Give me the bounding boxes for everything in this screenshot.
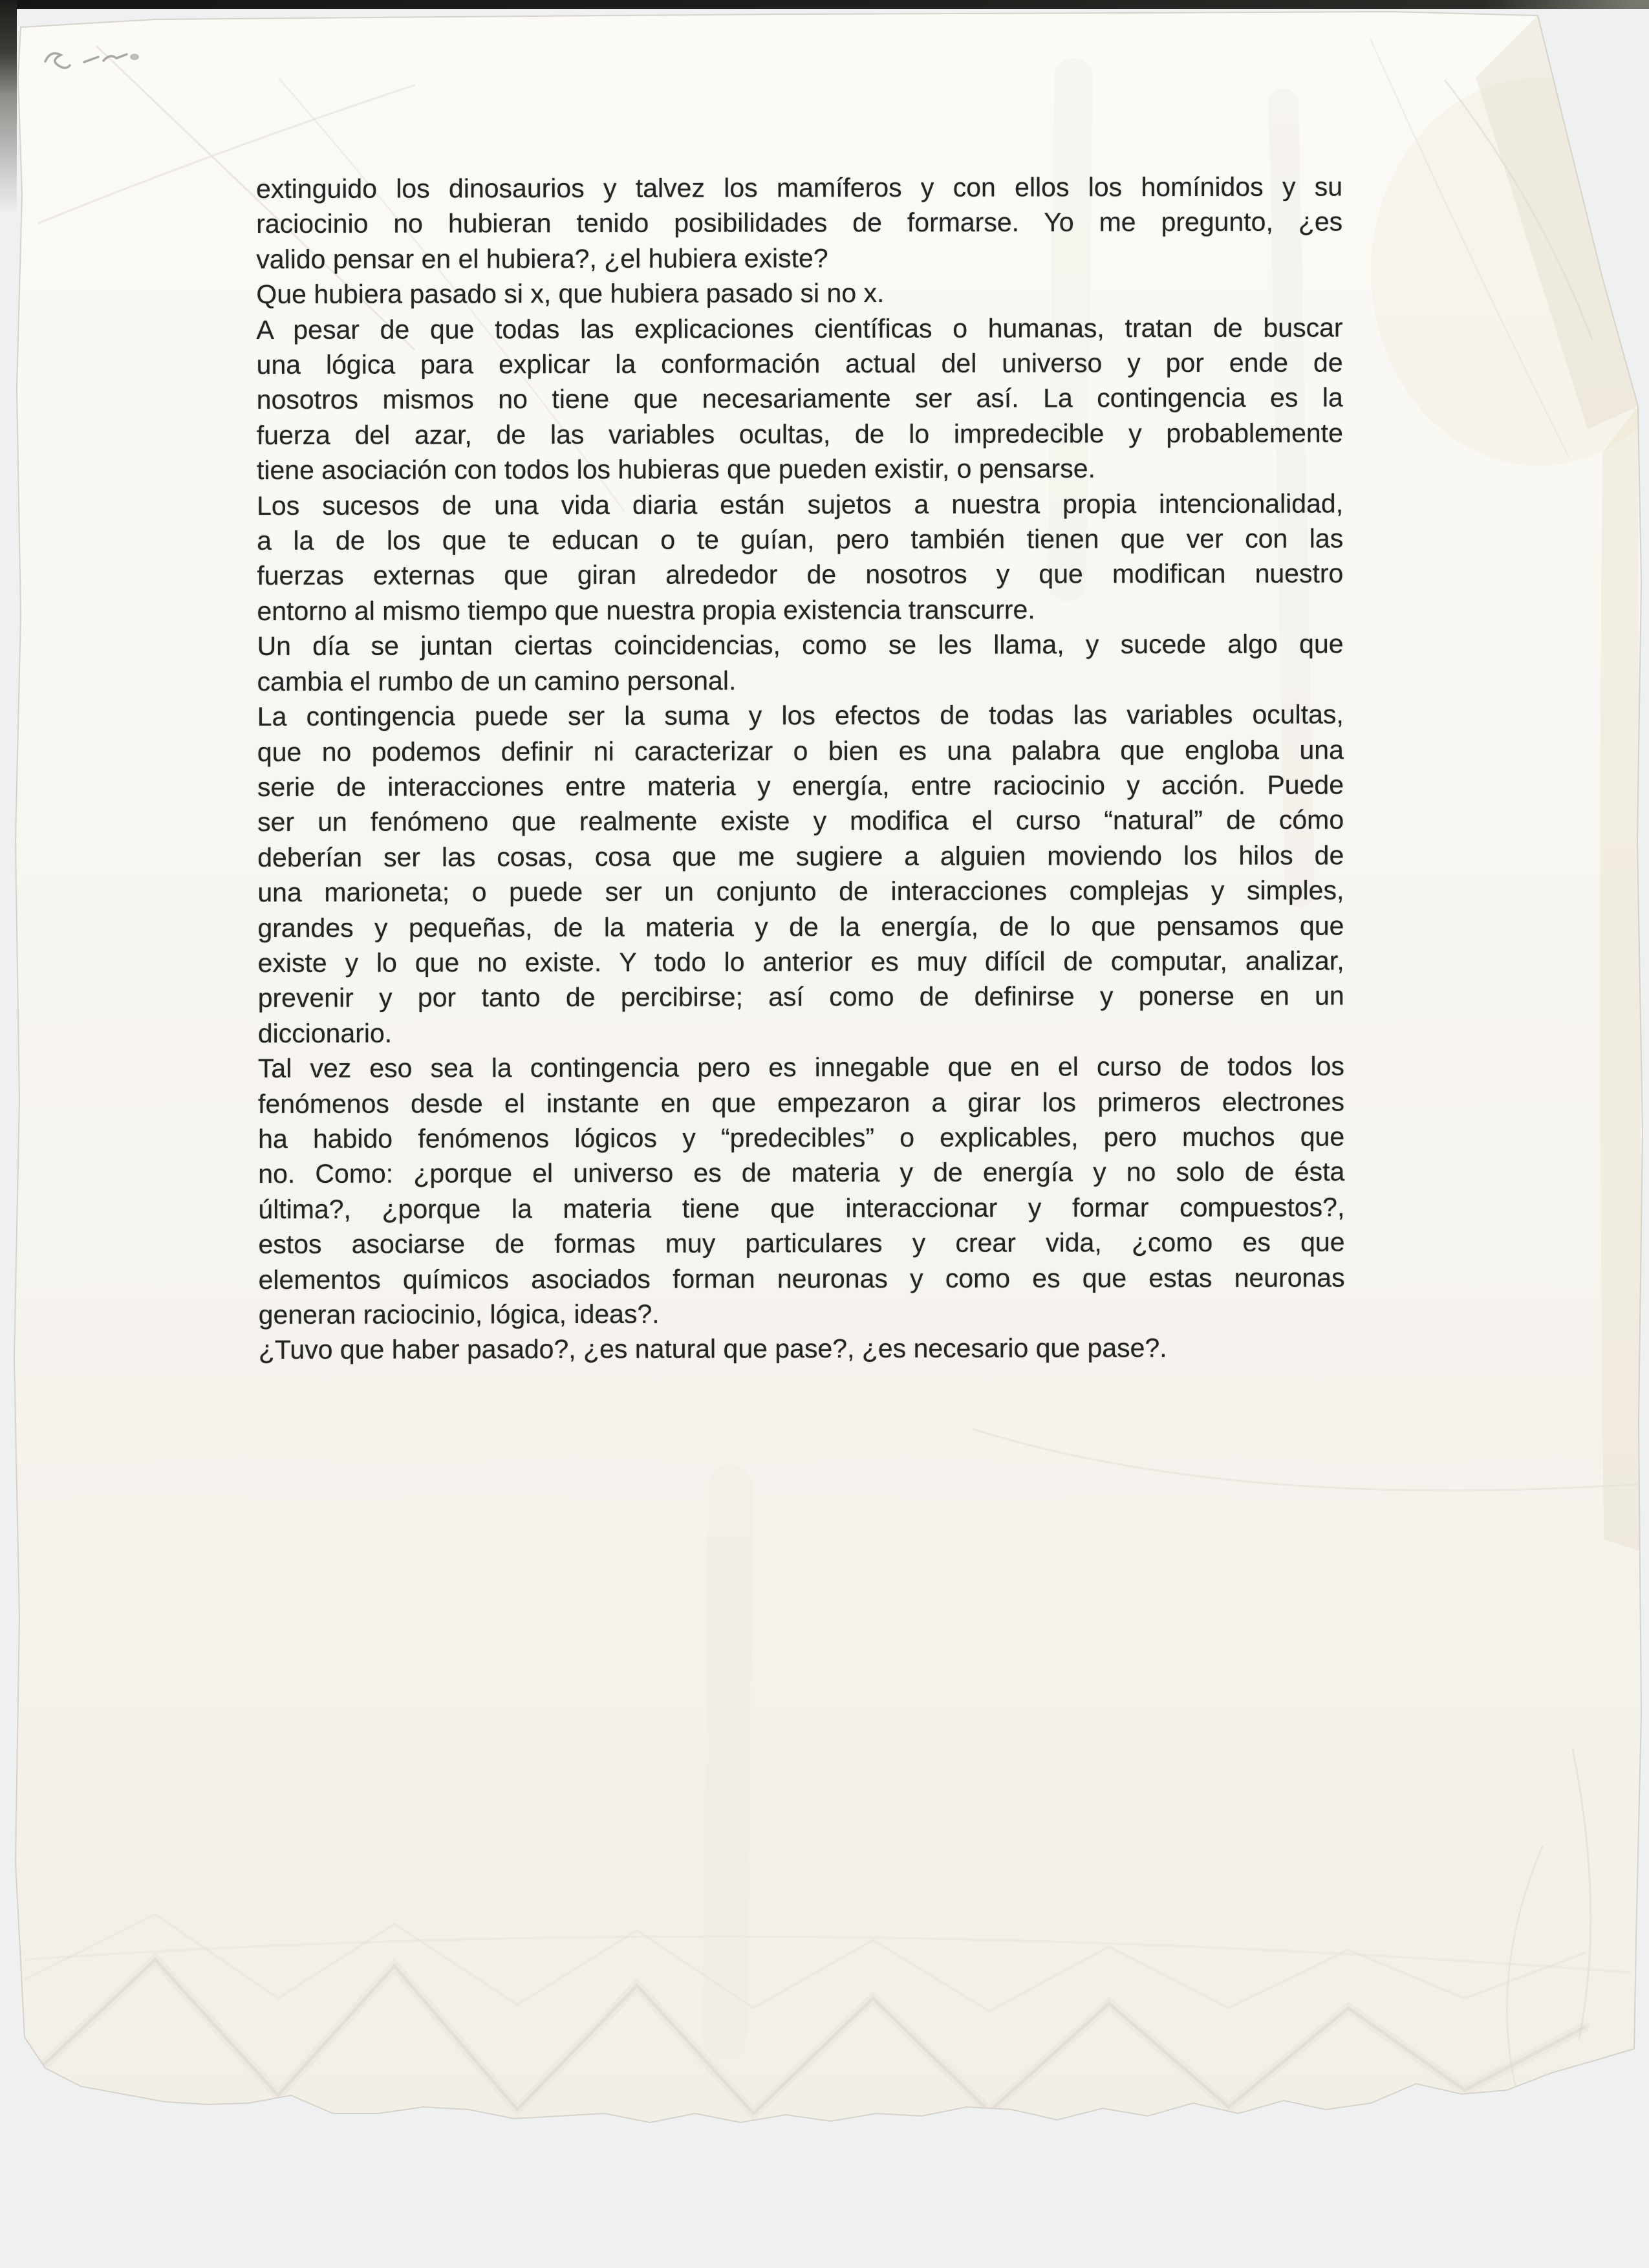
text-line: existe y lo que no existe. Y todo lo anterior es muy difícil de computar, analizar,: [257, 945, 1344, 978]
text-line: una marioneta; o puede ser un conjunto de interacciones complejas y simples,: [257, 875, 1344, 908]
text-line: entorno al mismo tiempo que nuestra propia existencia transcurre.: [257, 594, 1035, 626]
text-line: que no podemos definir ni caracterizar o bien es una palabra que engloba una: [257, 734, 1344, 767]
text-line: una lógica para explicar la conformación actual del universo y por ende de: [256, 347, 1343, 380]
text-line: Los sucesos de una vida diaria están sujetos a nuestra propia intencionalidad,: [257, 488, 1344, 521]
text-line: nosotros mismos no tiene que necesariamente ser así. La contingencia es la: [256, 382, 1343, 415]
text-line: diccionario.: [257, 1018, 393, 1048]
text-line: valido pensar en el hubiera?, ¿el hubiera existe?: [256, 243, 828, 274]
document-text: [256, 169, 1345, 1367]
text-line: cambia el rumbo de un camino personal.: [257, 665, 737, 697]
text-line: Que hubiera pasado si x, que hubiera pasado si no x.: [256, 278, 885, 310]
text-line: estos asociarse de formas muy particulares y crear vida, ¿como es que: [258, 1227, 1345, 1260]
text-line: deberían ser las cosas, cosa que me sugiere a alguien moviendo los hilos de: [257, 840, 1344, 872]
text-line: prevenir y por tanto de percibirse; así como de definirse y ponerse en un: [257, 980, 1344, 1013]
text-line: fuerza del azar, de las variables ocultas, de lo impredecible y probablemente: [256, 418, 1343, 450]
text-line: La contingencia puede ser la suma y los efectos de todas las variables ocultas,: [257, 699, 1344, 732]
text-line: no. Como: ¿porque el universo es de materia y de energía y no solo de ésta: [258, 1156, 1345, 1189]
text-line: generan raciocinio, lógica, ideas?.: [258, 1299, 660, 1330]
text-line: Tal vez eso sea la contingencia pero es innegable que en el curso de todos los: [257, 1051, 1344, 1084]
text-line: tiene asociación con todos los hubieras que pueden existir, o pensarse.: [256, 453, 1095, 486]
text-line: grandes y pequeñas, de la materia y de la energía, de lo que pensamos que: [257, 911, 1344, 943]
text-line: elementos químicos asociados forman neuronas y como es que estas neuronas: [258, 1262, 1345, 1295]
text-line: fuerzas externas que giran alrededor de nosotros y que modifican nuestro: [257, 558, 1344, 591]
text-line: a la de los que te educan o te guían, pero también tienen que ver con las: [257, 523, 1344, 556]
text-line: Un día se juntan ciertas coincidencias, como se les llama, y sucede algo que: [257, 629, 1344, 662]
text-line: fenómenos desde el instante en que empezaron a girar los primeros electrones: [257, 1086, 1345, 1119]
text-line: ¿Tuvo que haber pasado?, ¿es natural que pase?, ¿es necesario que pase?.: [258, 1333, 1167, 1365]
text-line: extinguido los dinosaurios y talvez los mamíferos y con ellos los homínidos y su: [256, 171, 1343, 204]
text-line: ha habido fenómenos lógicos y “predecibles” o explicables, pero muchos que: [258, 1121, 1345, 1154]
text-line: A pesar de que todas las explicaciones científicas o humanas, tratan de buscar: [256, 312, 1343, 345]
text-line: última?, ¿porque la materia tiene que interaccionar y formar compuestos?,: [258, 1192, 1345, 1224]
text-line: raciocinio no hubieran tenido posibilidades de formarse. Yo me pregunto, ¿es: [256, 206, 1343, 239]
text-line: serie de interacciones entre materia y energía, entre raciocinio y acción. Puede: [257, 770, 1344, 802]
text-line: ser un fenómeno que realmente existe y modifica el curso “natural” de cómo: [257, 805, 1344, 837]
